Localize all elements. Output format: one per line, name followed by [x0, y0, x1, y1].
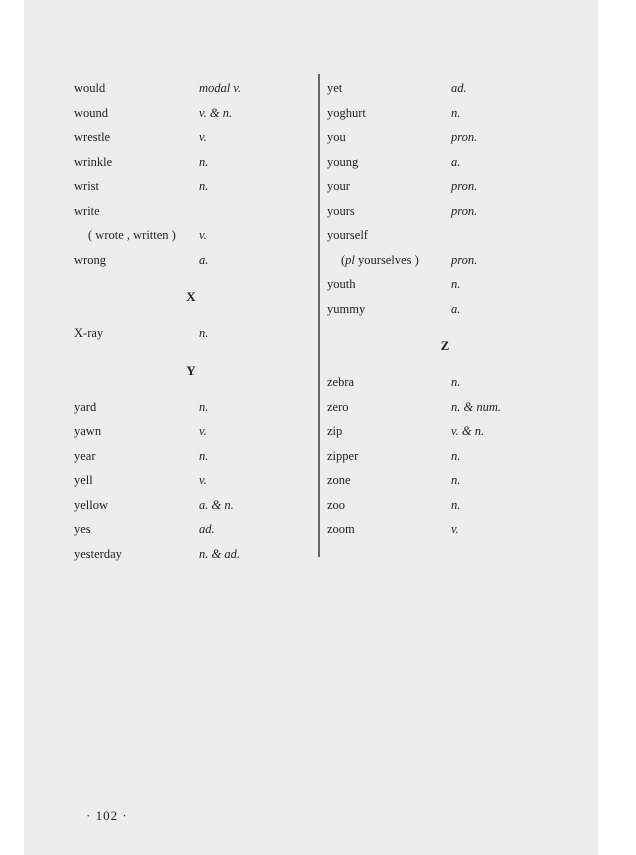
entry-row [74, 321, 306, 346]
entry-word: wrong [74, 252, 106, 267]
entry-word: X-ray [74, 326, 104, 340]
entry-pos: n. [451, 105, 461, 120]
entry-row [327, 419, 557, 444]
entry-word: yes [74, 522, 91, 536]
entry-word: your [327, 179, 350, 193]
entry-pos: n. [199, 154, 209, 169]
entry-row [327, 493, 557, 518]
entry-row [74, 395, 306, 420]
entry-pos: v. [199, 424, 207, 438]
entry-word: yoghurt [327, 105, 366, 120]
entry-row [74, 150, 306, 175]
entry-pos: a. [451, 301, 461, 316]
entry-row [327, 395, 557, 420]
entry-pos: n. [451, 375, 461, 389]
entry-word: year [74, 448, 96, 463]
entry-word: young [327, 154, 359, 169]
section-letter-y: Y [186, 362, 196, 378]
entry-word: zip [327, 424, 343, 438]
entry-row [327, 248, 557, 273]
entry-row [74, 248, 306, 273]
entry-word: you [327, 130, 346, 144]
entry-word: yours [327, 203, 355, 218]
entry-word: zebra [327, 375, 355, 389]
entry-row [327, 272, 557, 297]
entry-word: yummy [327, 301, 366, 316]
entry-word: zero [327, 399, 349, 414]
entry-word: wrinkle [74, 154, 113, 169]
entry-pos: v. [451, 522, 459, 536]
entry-pos: pron. [451, 252, 478, 267]
entry-row [74, 542, 306, 567]
page-number: · 102 · [86, 808, 128, 823]
entry-row [74, 223, 306, 248]
entry-row [74, 444, 306, 469]
entry-pos: v. & n. [199, 105, 233, 120]
entry-pos: a. & n. [199, 497, 234, 512]
entry-word: wrestle [74, 130, 111, 144]
entry-word: yourself [327, 228, 368, 242]
entry-pos: v. [199, 130, 207, 144]
left-column [74, 76, 306, 566]
section-letter-z: Z [440, 338, 450, 353]
entry-word: write [74, 203, 100, 218]
section-letter-x: X [186, 289, 196, 304]
entry-row [74, 174, 306, 199]
entry-pos: n. & num. [451, 399, 501, 414]
entry-row [327, 468, 557, 493]
entry-row [74, 125, 306, 150]
entry-pos: n. [451, 473, 461, 487]
inflection-plural-marker: pl [345, 252, 355, 267]
entry-row [327, 370, 557, 395]
entry-pos: n. [199, 179, 209, 193]
entry-inflection [341, 248, 419, 273]
column-divider [318, 74, 320, 557]
entry-pos: modal v. [199, 81, 242, 95]
entry-word: yet [327, 81, 343, 95]
entry-inflection: ( wrote , written ) [88, 228, 176, 242]
entry-pos: n. [451, 277, 461, 291]
entry-row [327, 101, 557, 126]
entry-pos: pron. [451, 203, 478, 218]
entry-word: wound [74, 105, 109, 120]
entry-row [74, 419, 306, 444]
entry-row [74, 101, 306, 126]
entry-pos: n. [199, 399, 209, 414]
entry-word: wrist [74, 179, 99, 193]
entry-pos: n. [199, 326, 209, 340]
entry-row [327, 444, 557, 469]
entry-word: yell [74, 473, 93, 487]
entry-pos: n. [451, 497, 461, 512]
entry-pos: v. & n. [451, 424, 485, 438]
entry-word: zoom [327, 522, 355, 536]
entry-row [327, 174, 557, 199]
entry-word: yellow [74, 497, 109, 512]
entry-row [327, 517, 557, 542]
entry-row [74, 199, 306, 224]
entry-word: zipper [327, 448, 359, 463]
entry-pos: n. & ad. [199, 546, 240, 561]
entry-pos: n. [199, 448, 209, 463]
entry-row [327, 199, 557, 224]
entry-pos: ad. [451, 81, 467, 95]
inflection-form: yourselves ) [354, 252, 419, 267]
entry-row [327, 125, 557, 150]
entry-word: youth [327, 277, 356, 291]
entry-pos: a. [199, 252, 209, 267]
entry-pos: a. [451, 154, 461, 169]
entry-pos: ad. [199, 522, 215, 536]
entry-row [327, 76, 557, 101]
entry-row [74, 468, 306, 493]
entry-row [327, 150, 557, 175]
entry-pos: n. [451, 448, 461, 463]
entry-row [327, 223, 557, 248]
entry-row [74, 493, 306, 518]
entry-row [74, 76, 306, 101]
entry-word: yawn [74, 424, 102, 438]
inflection-open: ( [341, 252, 346, 267]
entry-row [327, 297, 557, 322]
entry-word: yard [74, 399, 97, 414]
entry-row [74, 517, 306, 542]
right-column [327, 76, 557, 542]
entry-pos: pron. [451, 130, 478, 144]
entry-word: zoo [327, 497, 346, 512]
entry-word: zone [327, 473, 351, 487]
entry-pos: v. [199, 473, 207, 487]
entry-word: yesterday [74, 546, 122, 561]
entry-pos: pron. [451, 179, 478, 193]
entry-word: would [74, 81, 106, 95]
entry-pos: v. [199, 228, 207, 242]
